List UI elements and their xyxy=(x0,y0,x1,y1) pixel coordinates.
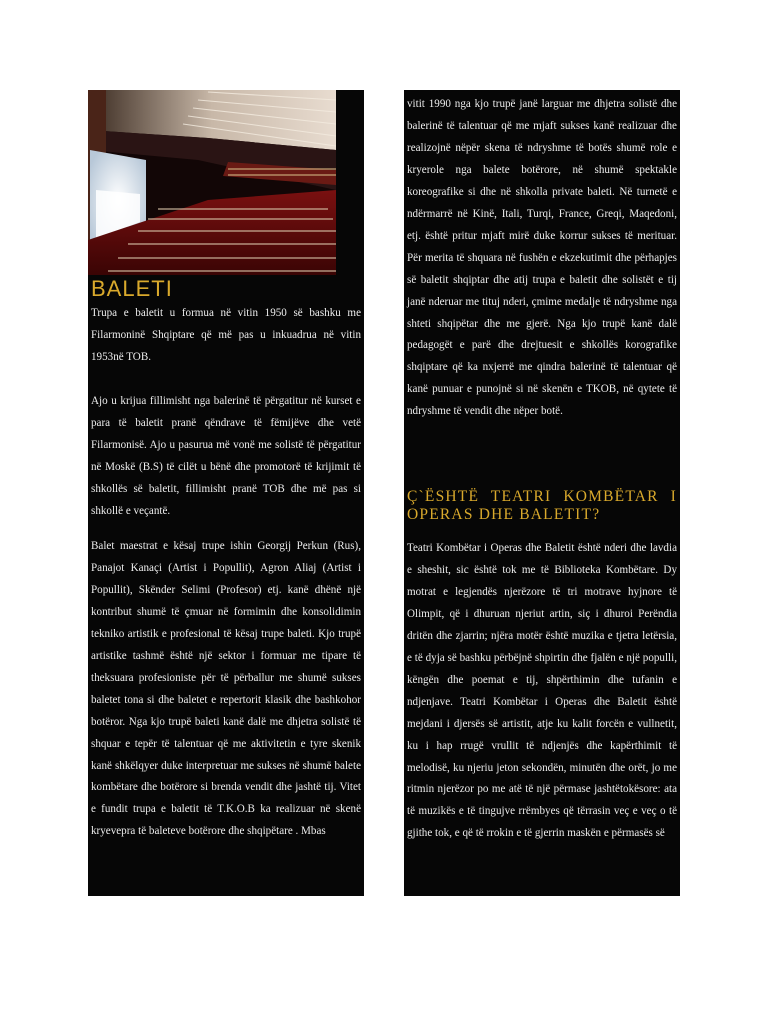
section-heading-teatri: Ç`ËSHTË TEATRI KOMBËTAR I OPERAS DHE BALETIT? xyxy=(407,488,677,523)
left-column xyxy=(88,90,364,896)
section-heading-baleti: BALETI xyxy=(91,276,173,301)
right-column xyxy=(404,90,680,896)
paragraph-teatri: Teatri Kombëtar i Operas dhe Baletit është nderi dhe lavdia e sheshit, sic është tok me të Biblioteka Kombëtare. Dy motrat e legjendës njerëzore të tri motrave hyjnore të Olimpit, që i dhuruan njeriut artin, siç i dhuroi Perëndia dritën dhe zjarrin; njëra motër është muzika e tjetra letërsia, e të dyja së bashku përbëjnë shpirtin dhe fjalën e një populli, këngën dhe poemat e tij, shpërthimin dhe tufanin e ndjenjave. Teatri Kombëtar i Operas dhe Baletit është mejdani i djersës së artistit, atje ku kalit forcën e vullnetit, ku i hap rrugë vrullit të ndjenjës dhe kapërthimit të melodisë, ku njeriu jeton sekondën, minutën dhe orët, jo me ritmin njerëzor po me atë të një përmase jashtëtokësore: ata të muzikës e të tingujve rrëmbyes që tërrasin veç e veç o të gjithe tok, e që të rrokin e të gjerrin maskën e përmasës së xyxy=(407,542,677,840)
opera-hall-photo xyxy=(88,90,336,275)
paragraph-origins: Ajo u krijua fillimisht nga balerinë të përgatitur në kurset e para të baletit pranë qëndrave të fëmijëve dhe vetë Filarmonisë. Ajo u pasurua më vonë me solistë të përgatitur në Moskë (B.S) të cilët u bënë dhe promotorë të krijimit të shkollës së baletit, fillimisht pranë TOB dhe më pas si shkollë e veçantë. xyxy=(91,395,361,517)
paragraph-founding: Trupa e baletit u formua në vitin 1950 së bashku me Filarmoninë Shqiptare që më pas u inkuadrua në vitin 1953në TOB. xyxy=(91,307,361,363)
auditorium-image xyxy=(88,90,336,275)
paragraph-continuation: vitit 1990 nga kjo trupë janë larguar me dhjetra solistë dhe balerinë të talentuar që me mjaft sukses kanë realizuar dhe realizojnë nëpër skena të ndryshme të botës shumë role e kryerole nga balete botërore, në shumë spektakle koreografike si dhe në shkolla private baleti. Në turnetë e ndërmarrë në Kinë, Itali, Turqi, France, Greqi, Maqedoni, etj. është pritur mjaft mirë duke korrur sukses të merituar. Për merita të shquara në fushën e ekzekutimit dhe përhapjes së baletit shqiptar dhe atij trupa e baletit dhe solistët e tij janë nderuar me tituj nderi, çmime medalje të ndryshme nga shteti shqipëtar dhe me gjerë. Nga kjo trupë kanë dalë pedagogët e parë dhe drejtuesit e shkollës korografike shqiptare që ka nxjerrë me qindra balerinë të talentuar që kanë punuar e punojnë si në skenën e TKOB, në qytete të ndryshme të vendit dhe nëper botë. xyxy=(407,98,677,418)
paragraph-masters: Balet maestrat e kësaj trupe ishin Georgij Perkun (Rus), Panajot Kanaçi (Artist i Popullit), Agron Aliaj (Artist i Popullit), Skënder Selimi (Profesor) etj. kanë dhënë një kontribut shumë të çmuar në formimin dhe konsolidimin teknikо artistik e profesional të kësaj trupe baleti. Kjo trupë artistike tashmë është një sektor i formuar me tipare të theksuara profesioniste për të përballur me shumë sukses baletet tona si dhe baletet e repertorit klasik dhe bashkohor botëror. Nga kjo trupë baleti kanë dalë me dhjetra solistë të shquar e tepër të talentuar që me aktivitetin e tyre skenik kanë shkëlqyer duke interpretuar me sukses në shumë balete kombëtare dhe botërore si brenda vendit dhe jashtë tij. Vitet e fundit trupa e baletit të T.K.O.B ka realizuar në skenë kryevepra të baleteve botërore dhe shqipëtare . Mbas xyxy=(91,540,361,838)
